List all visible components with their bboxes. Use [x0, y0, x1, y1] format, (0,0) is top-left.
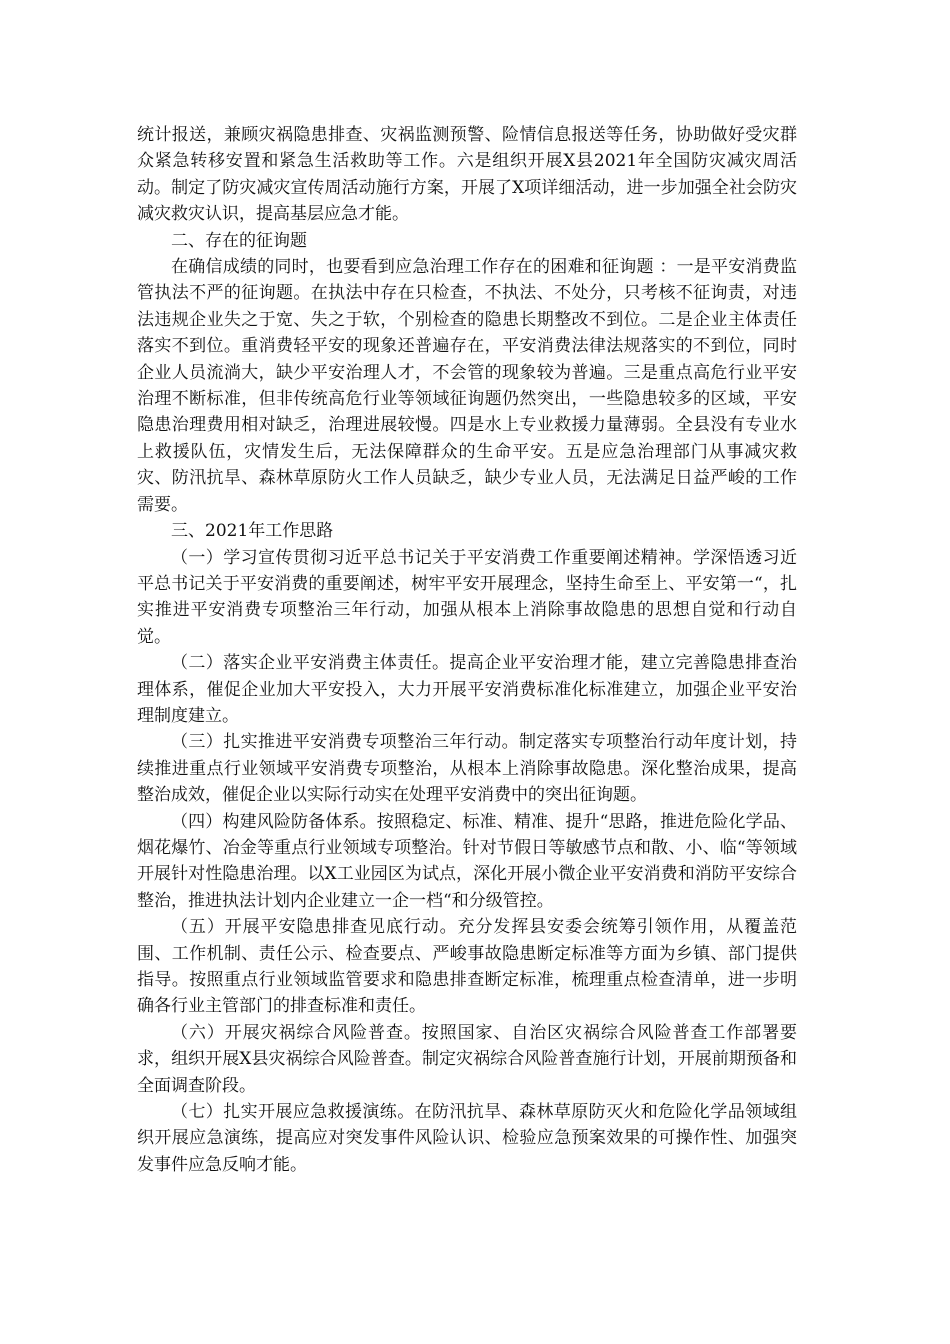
paragraph-item-6: （六）开展灾祸综合风险普查。按照国家、自治区灾祸综合风险普查工作部署要求，组织开展X县灾祸综合风险普查。制定灾祸综合风险普查施行计划，开展前期预备和全面调查阶段。 — [137, 1022, 797, 1096]
paragraph-item-1: （一）学习宣传贯彻习近平总书记关于平安消费工作重要阐述精神。学深悟透习近平总书记关于平安消费的重要阐述，树牢平安开展理念，坚持生命至上、平安第一“，扎实推进平安消费专项整治三年行动，加强从根本上消除事故隐患的思想自觉和行动自觉。 — [137, 547, 797, 647]
paragraph-item-4: （四）构建风险防备体系。按照稳定、标准、精准、提升“思路，推进危险化学品、烟花爆竹、冶金等重点行业领域专项整治。针对节假日等敏感节点和散、小、临“等领域开展针对性隐患治理。以X工业园区为试点，深化开展小微企业平安消费和消防平安综合整治，推进执法计划内企业建立一企一档“和分级管控。 — [137, 811, 797, 911]
paragraph-item-5: （五）开展平安隐患排查见底行动。充分发挥县安委会统筹引领作用，从覆盖范围、工作机制、责任公示、检查要点、严峻事故隐患断定标准等方面为乡镇、部门提供指导。按照重点行业领域监管要求和隐患排查断定标准，梳理重点检查清单，进一步明确各行业主管部门的排查标准和责任。 — [137, 917, 797, 1017]
paragraph-item-7: （七）扎实开展应急救援演练。在防汛抗旱、森林草原防灭火和危险化学品领域组织开展应急演练，提高应对突发事件风险认识、检验应急预案效果的可操作性、加强突发事件应急反响才能。 — [137, 1102, 797, 1175]
paragraph-item-2: （二）落实企业平安消费主体责任。提高企业平安治理才能，建立完善隐患排查治理体系，催促企业加大平安投入，大力开展平安消费标准化标准建立，加强企业平安治理制度建立。 — [137, 653, 797, 726]
paragraph-continued: 统计报送，兼顾灾祸隐患排查、灾祸监测预警、险情信息报送等任务，协助做好受灾群众紧急转移安置和紧急生活救助等工作。六是组织开展X县2021年全国防灾减灾周活动。制定了防灾减灾宣传周活动施行方案，开展了X项详细活动，进一步加强全社会防灾减灾救灾认识，提高基层应急才能。 — [137, 125, 797, 225]
section-heading-problems: 二、存在的征询题 — [171, 230, 307, 251]
paragraph-item-3: （三）扎实推进平安消费专项整治三年行动。制定落实专项整治行动年度计划，持续推进重点行业领域平安消费专项整治，从根本上消除事故隐患。深化整治成果，提高整治成效，催促企业以实际行动实在处理平安消费中的突出征询题。 — [137, 732, 797, 806]
document-page — [137, 122, 797, 1178]
section-heading-work-plan: 三、2021年工作思路 — [171, 521, 334, 542]
paragraph-problems: 在确信成绩的同时，也要看到应急治理工作存在的困难和征询题 ：一是平安消费监管执法不严的征询题。在执法中存在只检查，不执法、不处分，只考核不征询责，对违法违规企业失之于宽、失之于软，个别检查的隐患长期整改不到位。二是企业主体责任落实不到位。重消费轻平安的现象还普遍存在，平安消费法律法规落实的不到位，同时企业人员流淌大，缺少平安治理人才，不会管的现象较为普遍。三是重点高危行业平安治理不断标准，但非传统高危行业等领域征询题仍然突出，一些隐患较多的区域，平安隐患治理费用相对缺乏，治理进展较慢。四是水上专业救援力量薄弱。全县没有专业水上救援队伍，灾情发生后，无法保障群众的生命平安。五是应急治理部门从事减灾救灾、防汛抗旱、森林草原防火工作人员缺乏，缺少专业人员，无法满足日益严峻的工作需要。 — [137, 257, 797, 515]
